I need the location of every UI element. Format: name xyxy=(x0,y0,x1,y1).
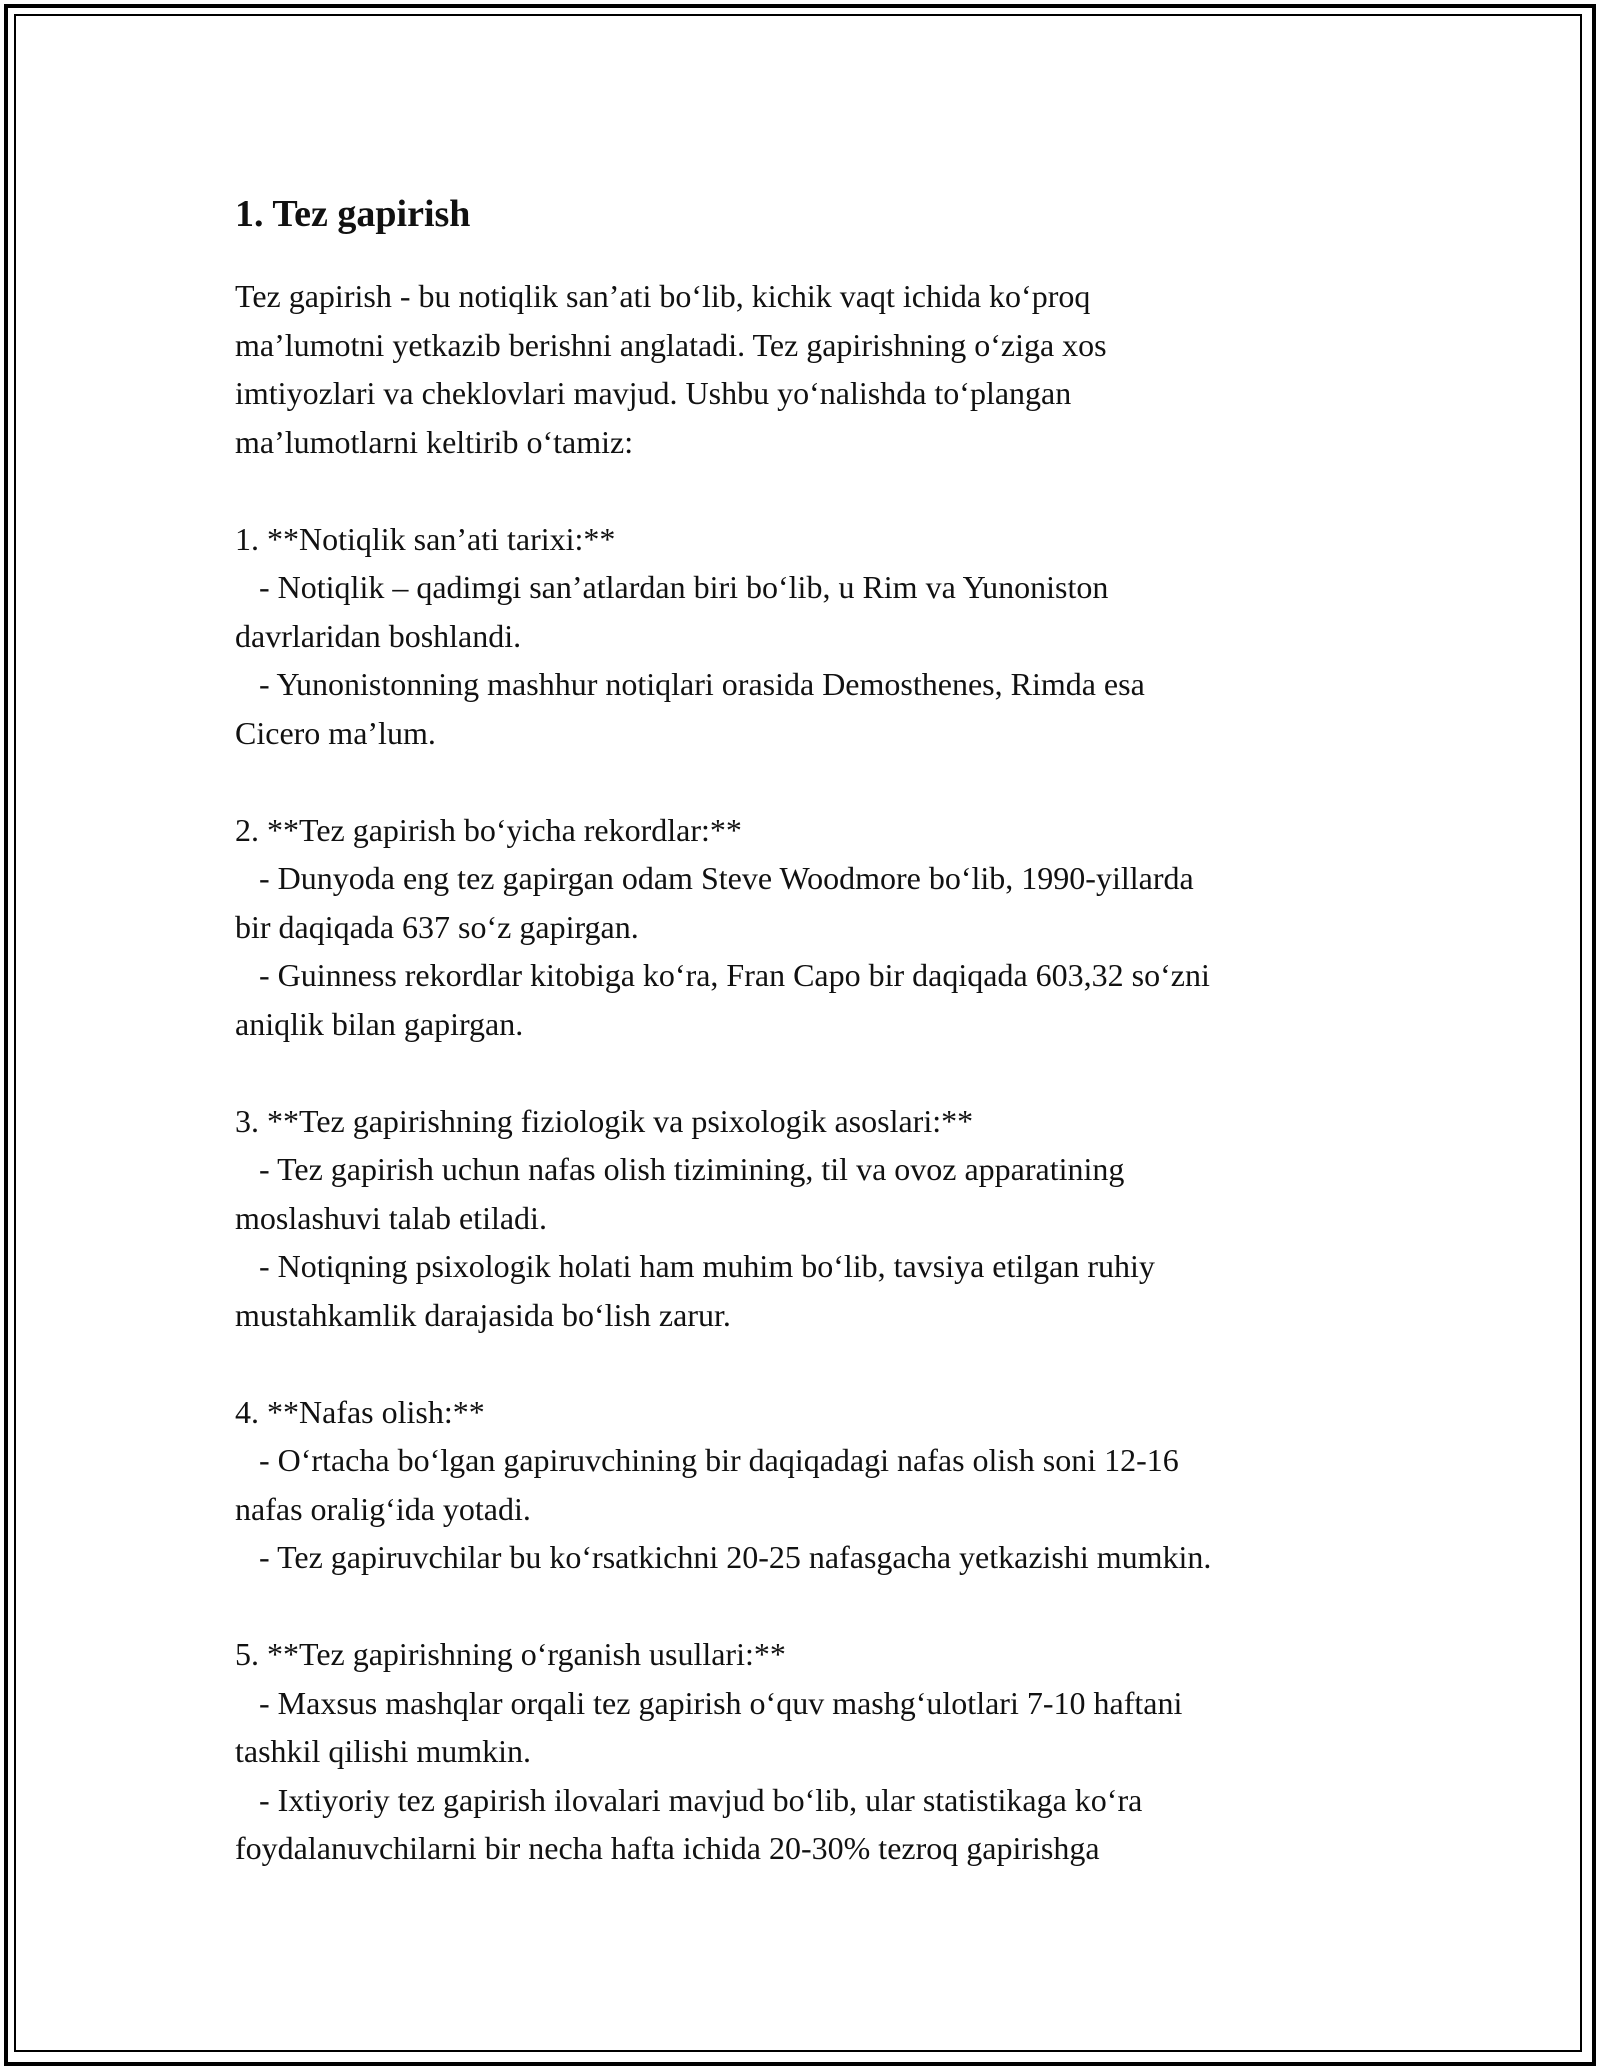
section-line: - O‘rtacha bo‘lgan gapiruvchining bir daqiqadagi nafas olish soni 12-16 xyxy=(235,1442,1179,1478)
section-line: aniqlik bilan gapirgan. xyxy=(235,1005,524,1042)
section-breathing xyxy=(235,1388,1395,1582)
section-line: - Dunyoda eng tez gapirgan odam Steve Woodmore bo‘lib, 1990-yillarda xyxy=(235,860,1194,896)
blank-line xyxy=(235,466,1395,515)
section-line: - Tez gapirish uchun nafas olish tizimining, til va ovoz apparatining xyxy=(235,1151,1125,1187)
intro-line: ma’lumotlarni keltirib o‘tamiz: xyxy=(235,423,634,460)
section-line: tashkil qilishi mumkin. xyxy=(235,1733,532,1769)
document-body xyxy=(235,186,1395,1873)
intro-line: Tez gapirish - bu notiqlik san’ati bo‘lib, kichik vaqt ichida ko‘proq xyxy=(235,278,1091,314)
section-title: 2. **Tez gapirish bo‘yicha rekordlar:** xyxy=(235,811,742,848)
section-line: mustahkamlik darajasida bo‘lish zarur. xyxy=(235,1296,731,1333)
section-line: - Maxsus mashqlar orqali tez gapirish o‘quv mashg‘ulotlari 7-10 haftani xyxy=(235,1684,1183,1721)
section-line: - Notiqlik – qadimgi san’atlardan biri bo‘lib, u Rim va Yunoniston xyxy=(235,569,1109,605)
document-heading: 1. Tez gapirish xyxy=(235,193,471,235)
section-physiology xyxy=(235,1097,1395,1340)
section-line: bir daqiqada 637 so‘z gapirgan. xyxy=(235,908,639,945)
section-line: - Yunonistonning mashhur notiqlari orasida Demosthenes, Rimda esa xyxy=(235,666,1145,702)
section-title: 1. **Notiqlik san’ati tarixi:** xyxy=(235,520,616,557)
blank-line xyxy=(235,1339,1395,1388)
section-line: foydalanuvchilarni bir necha hafta ichida 20-30% tezroq gapirishga xyxy=(235,1830,1100,1866)
section-line: Cicero ma’lum. xyxy=(235,714,436,751)
section-records xyxy=(235,806,1395,1049)
section-line: nafas oralig‘ida yotadi. xyxy=(235,1490,531,1527)
intro-line: imtiyozlari va cheklovlari mavjud. Ushbu yo‘nalishda to‘plangan xyxy=(235,375,1072,411)
section-title: 4. **Nafas olish:** xyxy=(235,1393,485,1430)
intro-paragraph xyxy=(235,272,1395,466)
blank-line xyxy=(235,757,1395,806)
section-methods xyxy=(235,1630,1395,1873)
section-line: moslashuvi talab etiladi. xyxy=(235,1199,547,1236)
section-line: davrlaridan boshlandi. xyxy=(235,617,522,654)
intro-line: ma’lumotni yetkazib berishni anglatadi. Tez gapirishning o‘ziga xos xyxy=(235,326,1107,363)
section-line: - Notiqning psixologik holati ham muhim bo‘lib, tavsiya etilgan ruhiy xyxy=(235,1248,1155,1284)
section-line: - Guinness rekordlar kitobiga ko‘ra, Fran Capo bir daqiqada 603,32 so‘zni xyxy=(235,957,1210,993)
section-title: 3. **Tez gapirishning fiziologik va psixologik asoslari:** xyxy=(235,1102,974,1139)
section-history xyxy=(235,515,1395,758)
blank-line xyxy=(235,1582,1395,1631)
section-title: 5. **Tez gapirishning o‘rganish usullari:** xyxy=(235,1636,786,1672)
section-line: - Tez gapiruvchilar bu ko‘rsatkichni 20-25 nafasgacha yetkazishi mumkin. xyxy=(235,1539,1212,1575)
section-line: - Ixtiyoriy tez gapirish ilovalari mavjud bo‘lib, ular statistikaga ko‘ra xyxy=(235,1781,1143,1818)
blank-line xyxy=(235,1048,1395,1097)
